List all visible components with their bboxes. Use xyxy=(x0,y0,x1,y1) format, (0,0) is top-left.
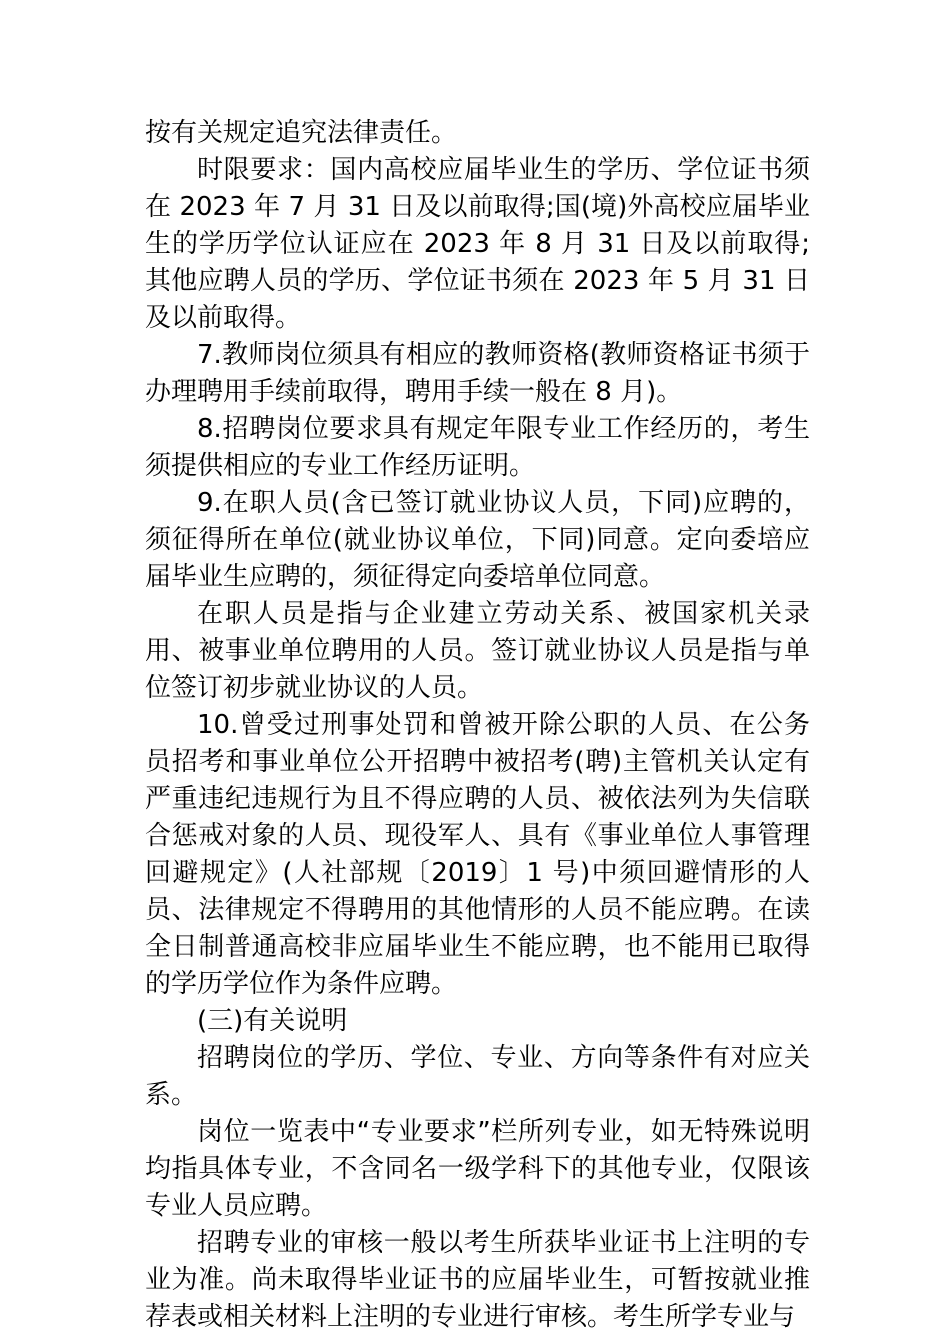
paragraph-time-limit: 时限要求：国内高校应届毕业生的学历、学位证书须在 2023 年 7 月 31 日及以前取得;国(境)外高校应届毕业生的学历学位认证应在 2023 年 8 月 31 日及以前取得;其他应聘人员的学历、学位证书须在 2023 年 5 月 31 日及以前取得。 xyxy=(145,155,810,333)
paragraph-employed-definition: 在职人员是指与企业建立劳动关系、被国家机关录用、被事业单位聘用的人员。签订就业协议人员是指与单位签订初步就业协议的人员。 xyxy=(145,599,810,703)
paragraph-correspondence: 招聘岗位的学历、学位、专业、方向等条件有对应关系。 xyxy=(145,1043,810,1110)
document-body xyxy=(145,115,810,1336)
paragraph-item-7: 7.教师岗位须具有相应的教师资格(教师资格证书须于办理聘用手续前取得，聘用手续一般在 8 月)。 xyxy=(145,340,810,407)
paragraph-major-requirement: 岗位一览表中“专业要求”栏所列专业，如无特殊说明均指具体专业，不含同名一级学科下的其他专业，仅限该专业人员应聘。 xyxy=(145,1117,810,1221)
paragraph-major-review: 招聘专业的审核一般以考生所获毕业证书上注明的专业为准。尚未取得毕业证书的应届毕业生，可暂按就业推荐表或相关材料上注明的专业进行审核。考生所学专业与 xyxy=(145,1228,810,1332)
section-heading-notes: (三)有关说明 xyxy=(197,1006,348,1036)
paragraph-item-8: 8.招聘岗位要求具有规定年限专业工作经历的，考生须提供相应的专业工作经历证明。 xyxy=(145,414,810,481)
paragraph-item-10: 10.曾受过刑事处罚和曾被开除公职的人员、在公务员招考和事业单位公开招聘中被招考(聘)主管机关认定有严重违纪违规行为且不得应聘的人员、被依法列为失信联合惩戒对象的人员、现役军人、具有《事业单位人事管理回避规定》(人社部规〔2019〕1 号)中须回避情形的人员、法律规定不得聘用的其他情形的人员不能应聘。在读全日制普通高校非应届毕业生不能应聘，也不能用已取得的学历学位作为条件应聘。 xyxy=(145,710,810,999)
paragraph-liability: 按有关规定追究法律责任。 xyxy=(145,118,458,148)
paragraph-item-9: 9.在职人员(含已签订就业协议人员，下同)应聘的，须征得所在单位(就业协议单位，下同)同意。定向委培应届毕业生应聘的，须征得定向委培单位同意。 xyxy=(145,488,810,592)
